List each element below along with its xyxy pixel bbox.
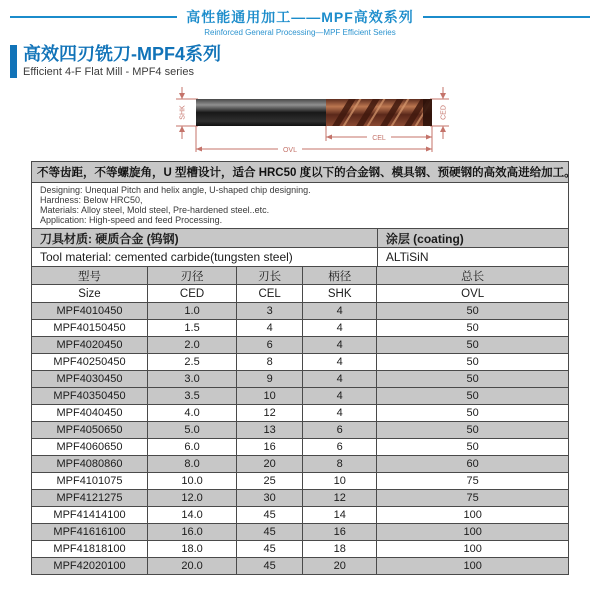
series-title-en: Efficient 4-F Flat Mill - MPF4 series bbox=[23, 66, 194, 78]
size-cell: 10 bbox=[303, 473, 377, 490]
size-row bbox=[32, 439, 569, 456]
size-cell: MPF42020100 bbox=[32, 558, 148, 575]
end-mill-flutes bbox=[326, 93, 436, 132]
column-header-zh: 刃径 bbox=[147, 267, 236, 285]
size-row bbox=[32, 354, 569, 371]
size-row bbox=[32, 558, 569, 575]
ced-dimension-label: CED bbox=[440, 105, 448, 120]
size-row bbox=[32, 541, 569, 558]
spec-block bbox=[31, 161, 576, 575]
size-row bbox=[32, 524, 569, 541]
series-accent-bar bbox=[10, 45, 17, 78]
size-row bbox=[32, 371, 569, 388]
size-cell: MPF40350450 bbox=[32, 388, 148, 405]
banner-rule-left bbox=[10, 16, 177, 18]
size-cell: 4 bbox=[303, 320, 377, 337]
size-cell: MPF41616100 bbox=[32, 524, 148, 541]
size-cell: 4 bbox=[303, 337, 377, 354]
cel-dimension-label: CEL bbox=[372, 135, 386, 142]
size-cell: 18 bbox=[303, 541, 377, 558]
size-cell: 50 bbox=[377, 320, 569, 337]
tool-material-label-en: Tool material: cemented carbide(tungsten steel) bbox=[32, 248, 378, 267]
size-cell: 10.0 bbox=[147, 473, 236, 490]
size-cell: 14.0 bbox=[147, 507, 236, 524]
size-cell: 45 bbox=[237, 541, 303, 558]
banner-subtitle: Reinforced General Processing—MPF Efficient Series bbox=[204, 28, 396, 37]
size-cell: MPF4040450 bbox=[32, 405, 148, 422]
size-cell: 25 bbox=[237, 473, 303, 490]
size-cell: MPF4050650 bbox=[32, 422, 148, 439]
size-row bbox=[32, 490, 569, 507]
size-table-body bbox=[32, 303, 569, 575]
size-cell: 50 bbox=[377, 371, 569, 388]
size-row bbox=[32, 422, 569, 439]
size-cell: 12 bbox=[303, 490, 377, 507]
size-cell: 4 bbox=[303, 405, 377, 422]
end-mill-shank bbox=[196, 99, 326, 126]
size-cell: 50 bbox=[377, 405, 569, 422]
size-row bbox=[32, 507, 569, 524]
size-cell: 45 bbox=[237, 524, 303, 541]
size-table bbox=[31, 266, 569, 575]
size-cell: 8.0 bbox=[147, 456, 236, 473]
column-header-zh: 总长 bbox=[377, 267, 569, 285]
size-cell: 10 bbox=[237, 388, 303, 405]
size-cell: 20.0 bbox=[147, 558, 236, 575]
description-line-materials: Materials: Alloy steel, Mold steel, Pre-hardened steel..etc. bbox=[40, 205, 270, 215]
size-cell: 16 bbox=[303, 524, 377, 541]
size-cell: 20 bbox=[237, 456, 303, 473]
size-cell: 75 bbox=[377, 473, 569, 490]
size-cell: 6 bbox=[303, 422, 377, 439]
size-row bbox=[32, 303, 569, 320]
size-cell: 16.0 bbox=[147, 524, 236, 541]
size-cell: 6 bbox=[237, 337, 303, 354]
column-header-en: SHK bbox=[303, 285, 377, 303]
description-line-application: Application: High-speed and feed Processing. bbox=[40, 215, 223, 225]
tool-material-label-zh: 刀具材质: 硬质合金 (钨钢) bbox=[32, 229, 378, 248]
size-row bbox=[32, 337, 569, 354]
size-cell: 4.0 bbox=[147, 405, 236, 422]
size-cell: 9 bbox=[237, 371, 303, 388]
size-cell: 50 bbox=[377, 303, 569, 320]
size-table-header-en bbox=[32, 285, 569, 303]
column-header-zh: 刃长 bbox=[237, 267, 303, 285]
size-cell: 3.5 bbox=[147, 388, 236, 405]
size-cell: MPF41414100 bbox=[32, 507, 148, 524]
size-cell: 4 bbox=[303, 303, 377, 320]
size-cell: 50 bbox=[377, 388, 569, 405]
size-cell: 5.0 bbox=[147, 422, 236, 439]
size-cell: 13 bbox=[237, 422, 303, 439]
size-cell: 14 bbox=[303, 507, 377, 524]
size-row bbox=[32, 405, 569, 422]
column-header-zh: 型号 bbox=[32, 267, 148, 285]
series-title-texts bbox=[23, 45, 221, 78]
size-cell: MPF40150450 bbox=[32, 320, 148, 337]
column-header-en: CEL bbox=[237, 285, 303, 303]
size-table-header-zh bbox=[32, 267, 569, 285]
series-title-block bbox=[10, 45, 600, 78]
size-cell: 50 bbox=[377, 439, 569, 456]
size-cell: 18.0 bbox=[147, 541, 236, 558]
top-banner bbox=[0, 0, 600, 37]
banner-rule-row bbox=[10, 7, 590, 27]
size-cell: 4 bbox=[303, 354, 377, 371]
size-cell: 6 bbox=[303, 439, 377, 456]
shk-dimension-label: SHK bbox=[179, 105, 187, 120]
size-row bbox=[32, 320, 569, 337]
size-cell: 4 bbox=[237, 320, 303, 337]
size-cell: 8 bbox=[237, 354, 303, 371]
end-mill-diagram bbox=[140, 80, 460, 158]
size-cell: 4 bbox=[303, 371, 377, 388]
column-header-en: Size bbox=[32, 285, 148, 303]
size-cell: 8 bbox=[303, 456, 377, 473]
size-cell: 60 bbox=[377, 456, 569, 473]
size-cell: 45 bbox=[237, 558, 303, 575]
size-row bbox=[32, 473, 569, 490]
banner-rule-right bbox=[423, 16, 590, 18]
banner-title: 高性能通用加工——MPF高效系列 bbox=[186, 9, 414, 25]
size-row bbox=[32, 388, 569, 405]
material-row-zh bbox=[32, 229, 569, 248]
size-cell: 100 bbox=[377, 541, 569, 558]
size-cell: 12 bbox=[237, 405, 303, 422]
coating-label: 涂层 (coating) bbox=[377, 229, 568, 248]
size-cell: 2.5 bbox=[147, 354, 236, 371]
size-row bbox=[32, 456, 569, 473]
size-cell: 30 bbox=[237, 490, 303, 507]
size-cell: MPF4121275 bbox=[32, 490, 148, 507]
size-cell: MPF4080860 bbox=[32, 456, 148, 473]
size-cell: 45 bbox=[237, 507, 303, 524]
size-cell: 50 bbox=[377, 422, 569, 439]
size-cell: 20 bbox=[303, 558, 377, 575]
material-table bbox=[31, 228, 569, 267]
description-body bbox=[31, 183, 569, 229]
size-cell: MPF4101075 bbox=[32, 473, 148, 490]
size-cell: MPF41818100 bbox=[32, 541, 148, 558]
description-line-hardness: Hardness: Below HRC50, bbox=[40, 195, 143, 205]
size-cell: 1.5 bbox=[147, 320, 236, 337]
column-header-en: OVL bbox=[377, 285, 569, 303]
column-header-zh: 柄径 bbox=[303, 267, 377, 285]
size-cell: MPF4010450 bbox=[32, 303, 148, 320]
size-cell: 100 bbox=[377, 507, 569, 524]
description-line-designing: Designing: Unequal Pitch and helix angle, U-shaped chip designing. bbox=[40, 185, 311, 195]
size-cell: 12.0 bbox=[147, 490, 236, 507]
size-cell: 1.0 bbox=[147, 303, 236, 320]
size-cell: MPF40250450 bbox=[32, 354, 148, 371]
size-cell: 16 bbox=[237, 439, 303, 456]
size-cell: MPF4020450 bbox=[32, 337, 148, 354]
size-cell: 3 bbox=[237, 303, 303, 320]
size-cell: 3.0 bbox=[147, 371, 236, 388]
size-cell: MPF4030450 bbox=[32, 371, 148, 388]
end-mill-figure bbox=[0, 80, 600, 159]
size-cell: MPF4060650 bbox=[32, 439, 148, 456]
description-header: 不等齿距，不等螺旋角，U 型槽设计，适合 HRC50 度以下的合金钢、模具钢、预硬钢的高效高进给加工。 bbox=[31, 161, 569, 183]
size-cell: 2.0 bbox=[147, 337, 236, 354]
size-cell: 50 bbox=[377, 337, 569, 354]
material-row-en bbox=[32, 248, 569, 267]
size-cell: 100 bbox=[377, 558, 569, 575]
size-cell: 50 bbox=[377, 354, 569, 371]
size-cell: 100 bbox=[377, 524, 569, 541]
size-cell: 4 bbox=[303, 388, 377, 405]
ovl-dimension-label: OVL bbox=[282, 147, 298, 154]
column-header-en: CED bbox=[147, 285, 236, 303]
size-cell: 75 bbox=[377, 490, 569, 507]
size-cell: 6.0 bbox=[147, 439, 236, 456]
coating-value: ALTiSiN bbox=[377, 248, 568, 267]
series-title-zh: 高效四刃铣刀-MPF4系列 bbox=[23, 44, 221, 64]
